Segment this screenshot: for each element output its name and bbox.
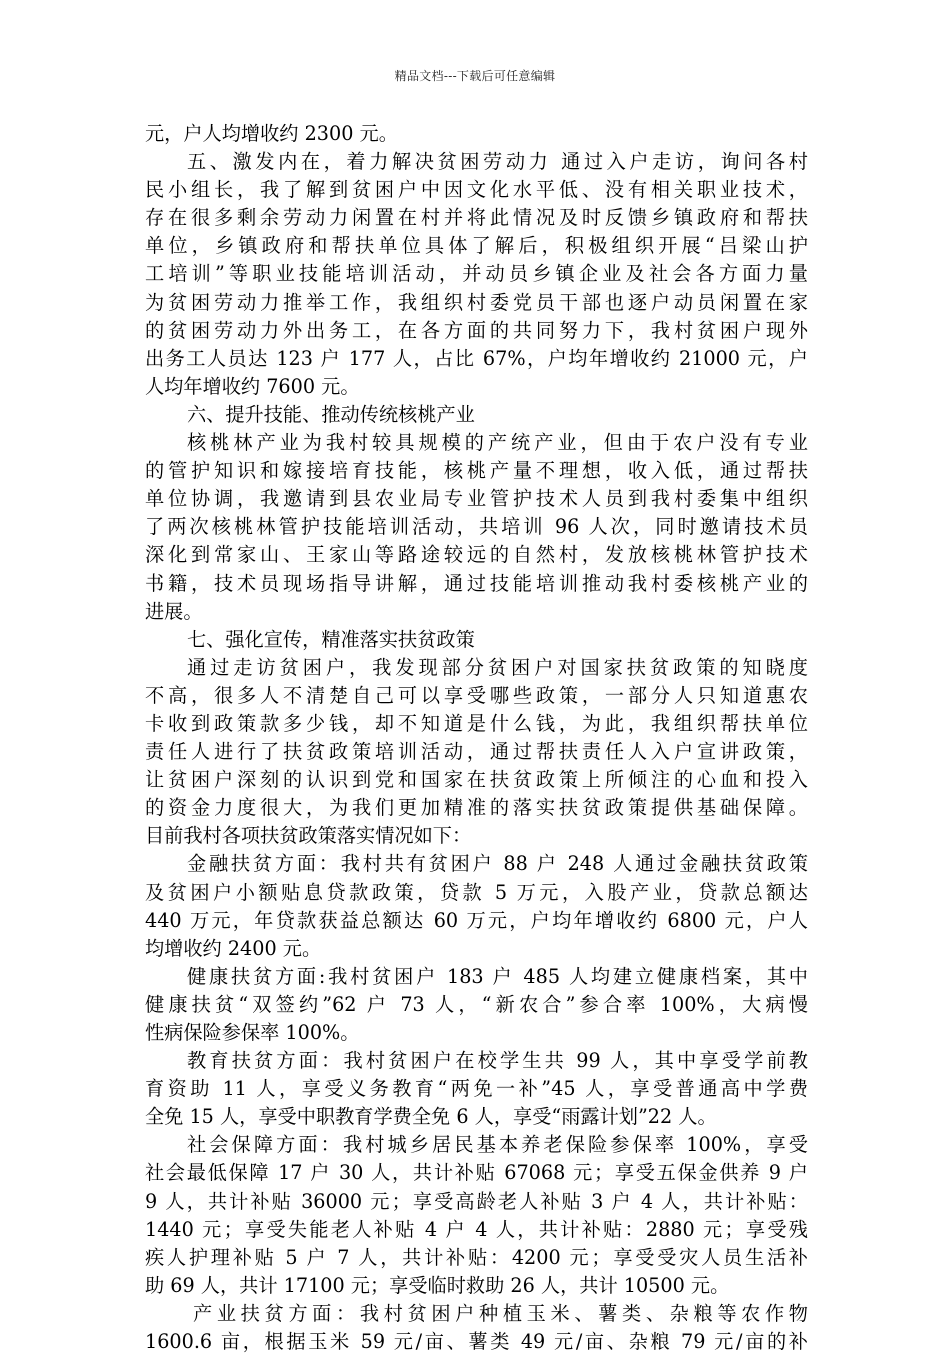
paragraph-line: 社会最低保障 17 户 30 人，共计补贴 67068 元；享受五保金供养 9 户 <box>145 1161 808 1185</box>
paragraph-line: 育资助 11 人，享受义务教育“两免一补”45 人，享受普通高中学费 <box>145 1077 808 1101</box>
paragraph-line: 1440 元；享受失能老人补贴 4 户 4 人，共计补贴：2880 元；享受残 <box>145 1217 808 1241</box>
paragraph-line-finance: 金融扶贫方面：我村共有贫困户 88 户 248 人通过金融扶贫政策 <box>187 852 808 876</box>
paragraph-line: 不高，很多人不清楚自己可以享受哪些政策，一部分人只知道惠农 <box>145 683 808 707</box>
paragraph-line-industry: 产业扶贫方面：我村贫困户种植玉米、薯类、杂粮等农作物 <box>193 1301 808 1325</box>
paragraph-line: 440 万元，年贷款获益总额达 60 万元，户均年增收约 6800 元，户人 <box>145 908 808 932</box>
paragraph-line: 存在很多剩余劳动力闲置在村并将此情况及时反馈乡镇政府和帮扶 <box>145 206 808 230</box>
paragraph-line: 均增收约 2400 元。 <box>145 936 322 960</box>
paragraph-line: 的管护知识和嫁接培育技能，核桃产量不理想，收入低，通过帮扶 <box>145 459 808 483</box>
paragraph-line: 单位，乡镇政府和帮扶单位具体了解后，积极组织开展“吕梁山护 <box>145 234 808 258</box>
paragraph-line: 责任人进行了扶贫政策培训活动，通过帮扶责任人入户宣讲政策， <box>145 740 808 764</box>
paragraph-line: 人均年增收约 7600 元。 <box>145 374 360 398</box>
paragraph-line: 9 人，共计补贴 36000 元；享受高龄老人补贴 3 户 4 人，共计补贴： <box>145 1189 808 1213</box>
paragraph-line: 工培训”等职业技能培训活动，并动员乡镇企业及社会各方面力量 <box>145 262 808 286</box>
paragraph-line: 单位协调，我邀请到县农业局专业管护技术人员到我村委集中组织 <box>145 487 808 511</box>
paragraph-line: 全免 15 人，享受中职教育学费全免 6 人，享受“雨露计划”22 人。 <box>145 1105 717 1129</box>
paragraph-line: 目前我村各项扶贫政策落实情况如下： <box>145 824 472 848</box>
paragraph-line: 为贫困劳动力推举工作，我组织村委党员干部也逐户动员闲置在家 <box>145 290 808 314</box>
paragraph-line-education: 教育扶贫方面：我村贫困户在校学生共 99 人，其中享受学前教 <box>187 1049 808 1073</box>
paragraph-line: 民小组长，我了解到贫困户中因文化水平低、没有相关职业技术， <box>145 178 808 202</box>
section-heading-5: 五、激发内在，着力解决贫困劳动力 通过入户走访，询问各村 <box>187 150 808 174</box>
page-header: 精品文档---下载后可任意编辑 <box>394 69 556 83</box>
paragraph-line: 元，户人均增收约 2300 元。 <box>145 122 398 145</box>
paragraph-line: 通过走访贫困户，我发现部分贫困户对国家扶贫政策的知晓度 <box>187 655 808 679</box>
paragraph-line: 助 69 人，共计 17100 元；享受临时救助 26 人，共计 10500 元。 <box>145 1273 730 1297</box>
paragraph-line: 及贫困户小额贴息贷款政策，贷款 5 万元，入股产业，贷款总额达 <box>145 880 808 904</box>
section-heading-6: 六、提升技能、推动传统核桃产业 <box>187 402 475 426</box>
paragraph-line: 疾人护理补贴 5 户 7 人，共计补贴：4200 元；享受受灾人员生活补 <box>145 1245 808 1269</box>
paragraph-line-health: 健康扶贫方面:我村贫困户 183 户 485 人均建立健康档案，其中 <box>187 964 808 988</box>
paragraph-line: 了两次核桃林管护技能培训活动，共培训 96 人次，同时邀请技术员 <box>145 515 808 539</box>
paragraph-line: 的资金力度很大，为我们更加精准的落实扶贫政策提供基础保障。 <box>145 796 808 820</box>
paragraph-line: 进展。 <box>145 599 203 623</box>
paragraph-line: 核桃林产业为我村较具规模的产统产业，但由于农户没有专业 <box>187 431 808 455</box>
paragraph-line: 深化到常家山、王家山等路途较远的自然村，发放核桃林管护技术 <box>145 543 808 567</box>
paragraph-line: 书籍，技术员现场指导讲解，通过技能培训推动我村委核桃产业的 <box>145 571 808 595</box>
paragraph-line: 1600.6 亩，根据玉米 59 元/亩、薯类 49 元/亩、杂粮 79 元/亩的补 <box>145 1330 808 1354</box>
paragraph-line: 健康扶贫“双签约”62 户 73 人，“新农合”参合率 100%，大病慢 <box>145 992 808 1016</box>
document-body <box>145 120 808 1356</box>
paragraph-line-social-security: 社会保障方面：我村城乡居民基本养老保险参保率 100%，享受 <box>187 1133 808 1157</box>
paragraph-line: 性病保险参保率 100%。 <box>145 1021 360 1044</box>
paragraph-line: 让贫困户深刻的认识到党和国家在扶贫政策上所倾注的心血和投入 <box>145 768 808 792</box>
paragraph-line: 出务工人员达 123 户 177 人，占比 67%，户均年增收约 21000 元，户 <box>145 346 808 370</box>
section-heading-7: 七、强化宣传，精准落实扶贫政策 <box>187 627 475 651</box>
paragraph-line: 卡收到政策款多少钱，却不知道是什么钱，为此，我组织帮扶单位 <box>145 711 808 735</box>
paragraph-line: 的贫困劳动力外出务工，在各方面的共同努力下，我村贫困户现外 <box>145 318 808 342</box>
